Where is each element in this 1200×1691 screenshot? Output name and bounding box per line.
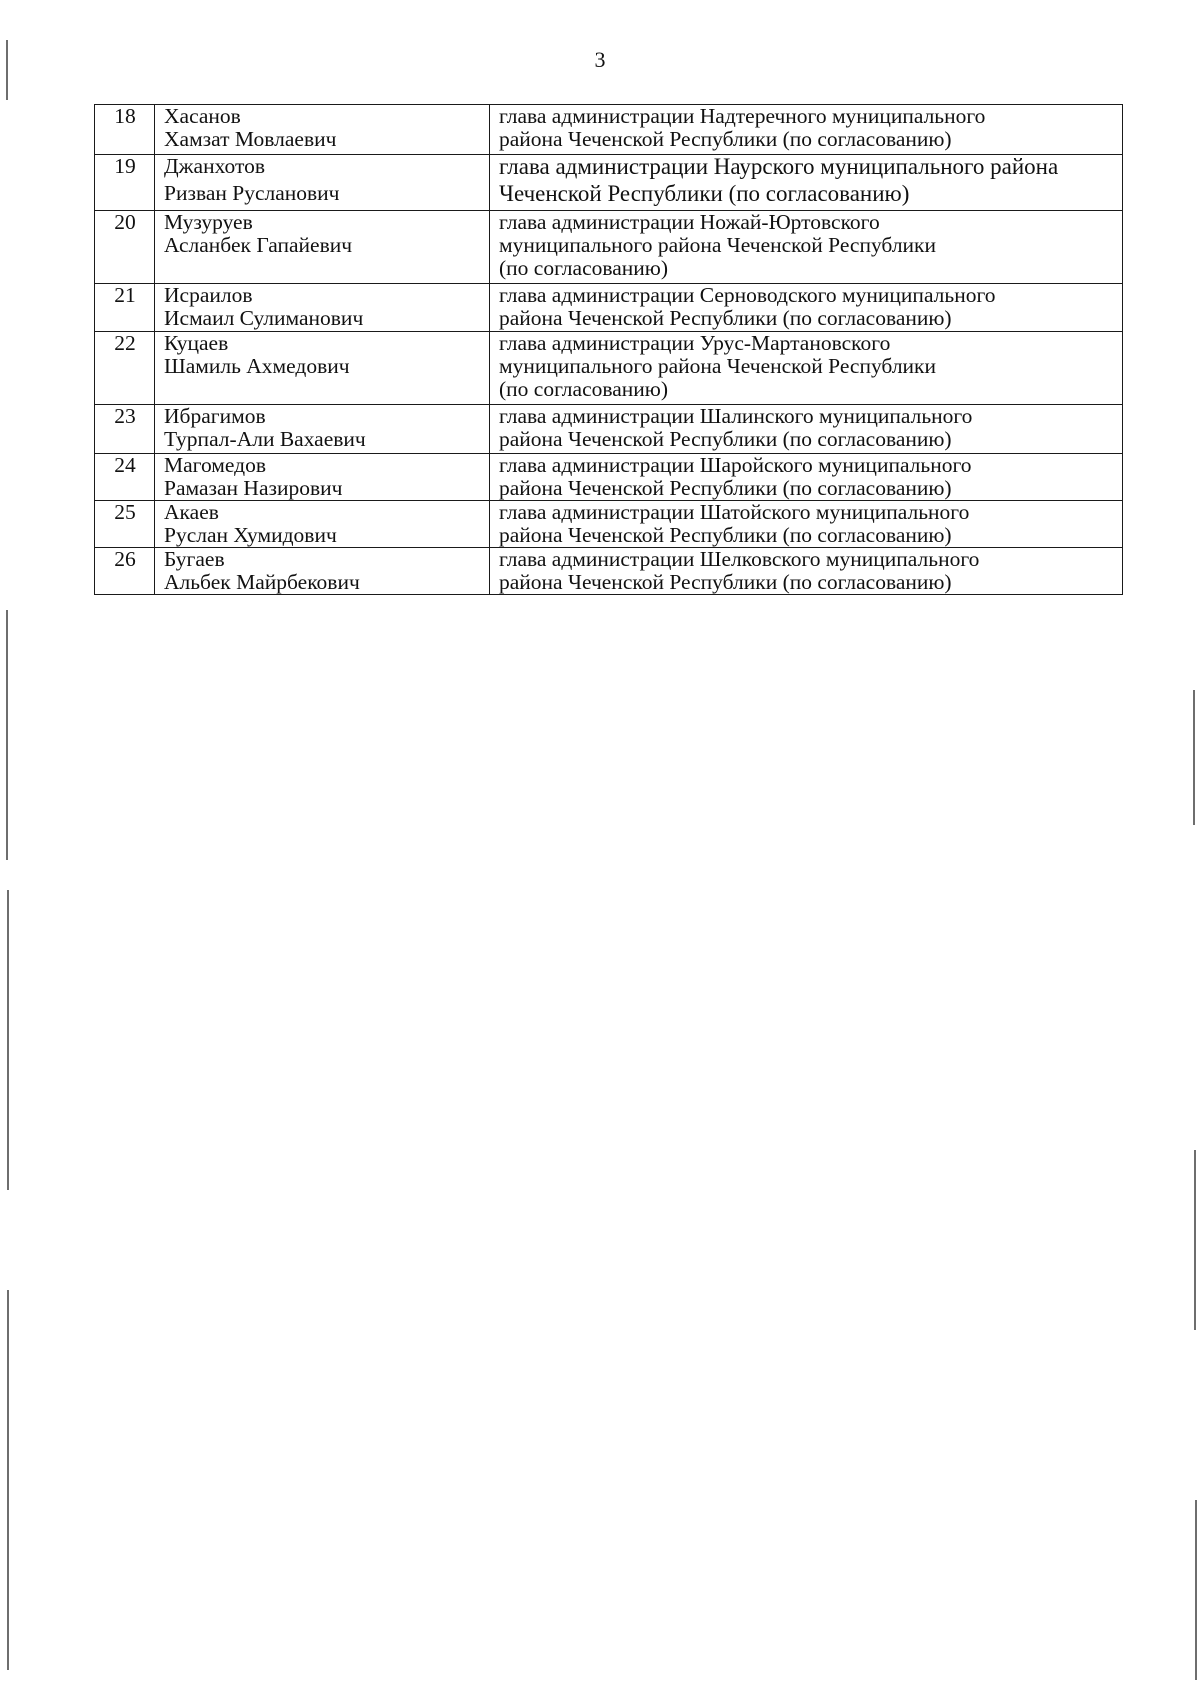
position-description	[490, 284, 1123, 332]
person-name	[155, 155, 490, 211]
role-line: глава администрации Шелковского муниципального	[499, 547, 980, 571]
role-line: района Чеченской Республики (по согласованию)	[499, 570, 952, 594]
scan-artifact	[1195, 1500, 1197, 1680]
person-name	[155, 105, 490, 155]
position-description	[490, 332, 1123, 405]
position-description	[490, 155, 1123, 211]
role-line: глава администрации Шаройского муниципального	[499, 453, 972, 477]
row-number: 26	[95, 548, 155, 595]
row-number: 22	[95, 332, 155, 405]
person-name	[155, 211, 490, 284]
role-line: муниципального района Чеченской Республики	[499, 354, 937, 378]
role-line: глава администрации Шалинского муниципального	[499, 404, 973, 428]
position-description	[490, 454, 1123, 501]
role-line: (по согласованию)	[499, 256, 669, 280]
given-name: Ризван Русланович	[164, 181, 340, 205]
row-number: 20	[95, 211, 155, 284]
role-line: глава администрации Ножай-Юртовского	[499, 210, 880, 234]
role-line: муниципального района Чеченской Республики	[499, 233, 937, 257]
role-line: Чеченской Республики (по согласованию)	[499, 181, 910, 206]
given-name: Альбек Майрбекович	[164, 570, 360, 594]
scan-artifact	[6, 610, 8, 860]
surname: Музуруев	[164, 210, 253, 234]
row-number: 18	[95, 105, 155, 155]
position-description	[490, 105, 1123, 155]
given-name: Хамзат Мовлаевич	[164, 127, 337, 151]
surname: Исраилов	[164, 283, 253, 307]
given-name: Шамиль Ахмедович	[164, 354, 350, 378]
position-description	[490, 548, 1123, 595]
person-name	[155, 454, 490, 501]
person-name	[155, 284, 490, 332]
role-line: (по согласованию)	[499, 377, 669, 401]
row-number: 24	[95, 454, 155, 501]
role-line: района Чеченской Республики (по согласованию)	[499, 476, 952, 500]
scan-artifact	[1193, 690, 1195, 825]
given-name: Асланбек Гапайевич	[164, 233, 353, 257]
table-row	[95, 155, 1123, 211]
person-name	[155, 332, 490, 405]
given-name: Рамазан Назирович	[164, 476, 343, 500]
table-row	[95, 501, 1123, 548]
position-description	[490, 211, 1123, 284]
table-row	[95, 332, 1123, 405]
person-name	[155, 548, 490, 595]
role-line: глава администрации Надтеречного муниципального	[499, 104, 986, 128]
scan-artifact	[7, 890, 9, 1190]
scan-artifact	[7, 1290, 9, 1670]
role-line: глава администрации Урус-Мартановского	[499, 331, 891, 355]
position-description	[490, 405, 1123, 454]
row-number: 19	[95, 155, 155, 211]
surname: Куцаев	[164, 331, 229, 355]
person-name	[155, 501, 490, 548]
surname: Бугаев	[164, 547, 225, 571]
table-row	[95, 284, 1123, 332]
table-row	[95, 211, 1123, 284]
position-description	[490, 501, 1123, 548]
role-line: района Чеченской Республики (по согласованию)	[499, 523, 952, 547]
page-number: 3	[594, 47, 606, 72]
row-number: 21	[95, 284, 155, 332]
role-line: района Чеченской Республики (по согласованию)	[499, 306, 952, 330]
scan-artifact	[1194, 1150, 1196, 1330]
table-row	[95, 454, 1123, 501]
given-name: Руслан Хумидович	[164, 523, 337, 547]
surname: Акаев	[164, 500, 219, 524]
row-number: 25	[95, 501, 155, 548]
row-number: 23	[95, 405, 155, 454]
role-line: района Чеченской Республики (по согласованию)	[499, 127, 952, 151]
table-row	[95, 105, 1123, 155]
surname: Ибрагимов	[164, 404, 266, 428]
surname: Магомедов	[164, 453, 266, 477]
role-line: глава администрации Шатойского муниципального	[499, 500, 970, 524]
surname: Джанхотов	[164, 154, 265, 178]
scan-artifact	[6, 40, 8, 100]
table-row	[95, 548, 1123, 595]
given-name: Турпал-Али Вахаевич	[164, 427, 366, 451]
surname: Хасанов	[164, 104, 241, 128]
person-name	[155, 405, 490, 454]
role-line: района Чеченской Республики (по согласованию)	[499, 427, 952, 451]
members-table	[94, 104, 1123, 595]
role-line: глава администрации Серноводского муниципального	[499, 283, 996, 307]
table-row	[95, 405, 1123, 454]
given-name: Исмаил Сулиманович	[164, 306, 364, 330]
role-line: глава администрации Наурского муниципального района	[499, 154, 1059, 179]
